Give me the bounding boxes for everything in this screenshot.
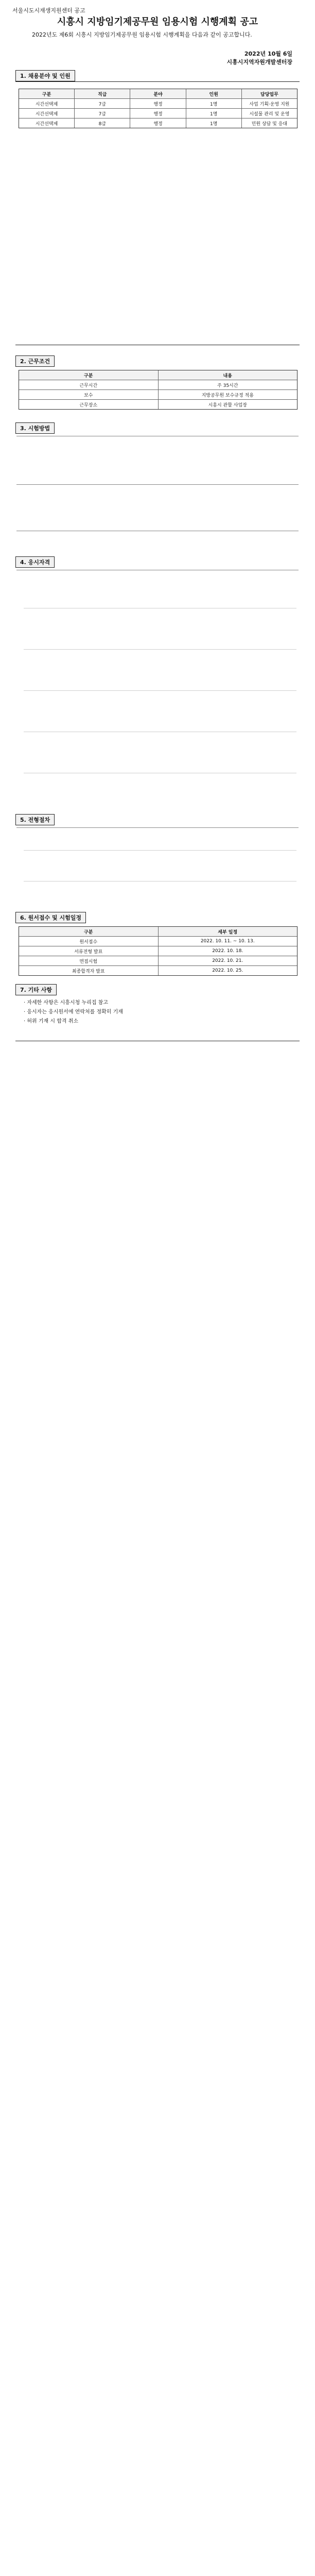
table-cell: 근무장소 [79,402,98,408]
header-cell: 세부 일정 [158,927,297,936]
table-header-row [19,927,297,936]
table-cell: 근무시간 [79,383,98,388]
table-cell: 서류전형 발표 [74,949,103,955]
table-cell: 2022. 10. 18. [158,946,297,956]
divider [16,827,299,828]
table-cell: 2022. 10. 25. [158,966,297,975]
table-row [19,118,297,128]
divider [24,850,296,851]
section-heading-7: 7. 기타 사항 [15,984,57,995]
header-cell: 구분 [42,92,51,97]
table-row [19,965,297,975]
header-cell: 인원 [186,89,241,98]
table-cell: 시설물 관리 및 운영 [241,109,297,118]
table-cell: 보수 [84,393,93,398]
table-cell: 2022. 10. 11. ~ 10. 13. [158,937,297,946]
table-cell: 시간선택제 [35,111,58,117]
table-cell: 원서접수 [79,939,98,945]
table-cell: 주 35시간 [158,380,297,389]
table-cell: 시간선택제 [35,121,58,127]
table-cell: 7급 [74,99,130,108]
table-cell: 시흥시 관할 사업장 [158,400,297,409]
note-item: · 응시자는 응시원서에 연락처를 정확히 기재 [24,1009,123,1015]
section-heading-6: 6. 원서접수 및 시험일정 [15,912,86,923]
intro-paragraph: 2022년도 제6회 시흥시 지방임기제공무원 임용시험 시행계획을 다음과 같이 공고합니다. [32,31,252,38]
table-row [19,98,297,108]
date-line: 2022년 10월 6일 [244,50,292,57]
section-heading-1: 1. 채용분야 및 인원 [15,70,75,81]
section-heading-4: 4. 응시자격 [15,556,55,568]
table-cell: 8급 [74,118,130,128]
header-cell: 분야 [130,89,185,98]
table-cell: 행정 [130,118,185,128]
header-cell: 구분 [84,929,93,935]
table-cell: 행정 [130,109,185,118]
header-cell: 담당업무 [241,89,297,98]
table-header-row [19,370,297,380]
divider [24,690,296,691]
divider [16,484,299,485]
section-heading-5: 5. 전형절차 [15,814,55,825]
note-item: · 허위 기재 시 합격 취소 [24,1019,79,1024]
table-header-row [19,89,297,98]
organization-line: 시흥시지역자원개발센터장 [226,59,292,65]
table-cell: 2022. 10. 21. [158,956,297,965]
section-heading-2: 2. 근무조건 [15,355,55,367]
table-cell: 시간선택제 [35,101,58,107]
table-cell: 행정 [130,99,185,108]
table-1 [19,89,297,128]
table-cell: 사업 기획·운영 지원 [241,99,297,108]
table-row [19,389,297,399]
table-row [19,108,297,118]
table-cell: 1명 [186,109,241,118]
page-title: 시흥시 지방임기제공무원 임용시험 시행계획 공고 [57,16,258,27]
table-cell: 7급 [74,109,130,118]
table-row [19,956,297,965]
table-2 [19,370,297,410]
table-row [19,399,297,409]
table-cell: 민원 상담 및 응대 [241,118,297,128]
header-cell: 내용 [158,370,297,380]
divider [24,881,296,882]
divider [24,649,296,650]
table-cell: 면접시험 [79,959,98,964]
table-cell: 1명 [186,99,241,108]
table-row [19,936,297,946]
header-cell: 직급 [74,89,130,98]
top-note: 서울시도시재생지원센터 공고 [12,7,85,14]
table-cell: 1명 [186,118,241,128]
header-cell: 구분 [84,373,93,379]
table-cell: 지방공무원 보수규정 적용 [158,390,297,399]
section-heading-3: 3. 시험방법 [15,422,55,434]
table-row [19,380,297,389]
table-3 [19,926,297,976]
table-cell: 최종합격자 발표 [72,969,105,974]
note-item: · 자세한 사항은 시흥시청 누리집 참고 [24,1000,108,1006]
table-row [19,946,297,956]
